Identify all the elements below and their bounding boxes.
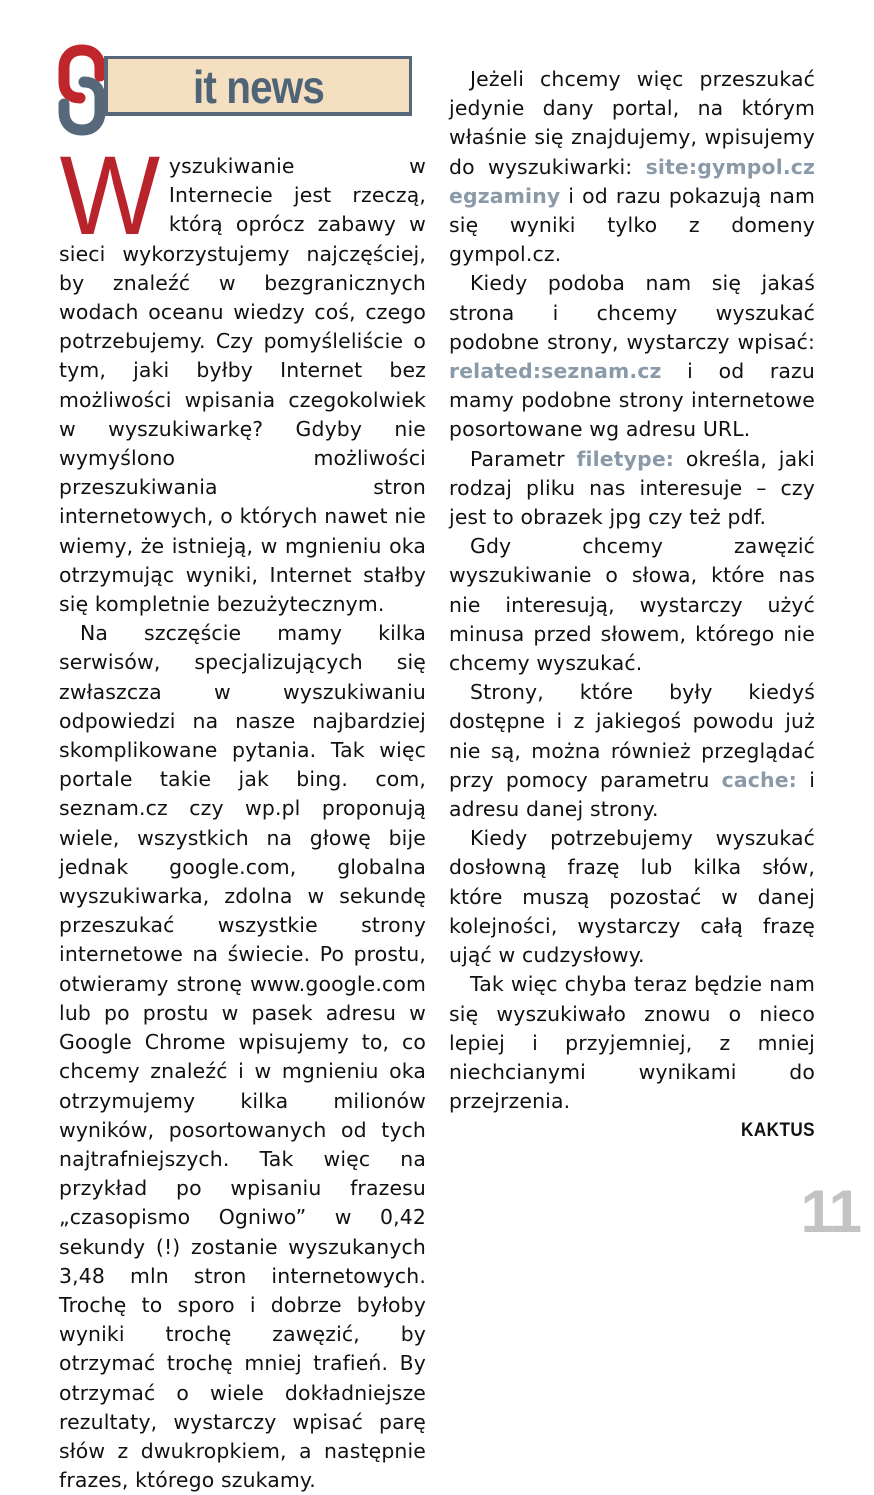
paragraph-text: Kiedy potrzebujemy wyszukać dosłowną frazę lub kilka słów, które muszą pozostać w danej kolejności, wystarczy całą frazę ująć w cudzysłowy. xyxy=(449,826,815,968)
article-paragraph xyxy=(449,269,815,444)
article-paragraph xyxy=(59,619,426,1495)
author-signature: KAKTUS xyxy=(741,1120,815,1142)
chain-link-logo-icon xyxy=(56,42,108,138)
search-operator: related:seznam.cz xyxy=(449,359,662,384)
search-operator: filetype: xyxy=(576,446,675,471)
paragraph-text: Tak więc chyba teraz będzie nam się wyszukiwało znowu o nieco lepiej i przyjemniej, z mniej niechcianymi wynikami do przejrzenia. xyxy=(449,972,815,1114)
paragraph-text: i adresu danej strony. xyxy=(449,767,816,822)
paragraph-text: yszukiwanie w Internecie jest rzeczą, którą oprócz zabawy w sieci wykorzystujemy najczęściej, by znaleźć w bezgranicznych wodach oceanu wiedzy coś, czego potrzebujemy. Czy pomyśleliście o tym, jaki byłby Internet bez możliwości wpisania czegokolwiek w wyszukiwarkę? Gdyby nie wymyślono możliwości przeszukiwania stron internetowych, o których nawet nie wiemy, że istnieją, w mgnieniu oka otrzymując wyniki, Internet stałby się kompletnie bezużytecznym. xyxy=(59,154,426,617)
article-paragraph xyxy=(59,133,426,619)
article-column-left xyxy=(59,133,426,1495)
paragraph-text: Na szczęście mamy kilka serwisów, specjalizujących się zwłaszcza w wyszukiwaniu odpowiedzi na nasze najbardziej skomplikowane pytania. Tak więc portale takie jak bing. com, seznam.cz czy wp.pl proponują wiele, wszystkich na głowę bije jednak google.com, globalna wyszukiwarka, zdolna w sekundę przeszukać wszystkie strony internetowe na świecie. Po prostu, otwieramy stronę www.google.com lub po prostu w pasek adresu w Google Chrome wpisujemy to, co chcemy znaleźć i w mgnieniu oka otrzymujemy kilka milionów wyników, posortowanych od tych najtrafniejszych. Tak więc na przykład po wpisaniu frazesu „czasopismo Ogniwo” w 0,42 sekundy (!) zostanie wyszukanych 3,48 mln stron internetowych. Trochę to sporo i dobrze byłoby wyniki trochę zawęzić, by otrzymać trochę mniej trafień. By otrzymać o wiele dokładniejsze rezultaty, wystarczy wpisać parę słów z dwukropkiem, a następnie frazes, którego szukamy. xyxy=(59,621,426,1493)
dropcap: W xyxy=(59,133,161,258)
paragraph-text: określa, jaki rodzaj pliku nas interesuje – czy jest to obrazek jpg czy też pdf. xyxy=(449,446,815,530)
article-paragraph xyxy=(449,970,815,1116)
section-title: it news xyxy=(192,61,325,113)
article-column-right xyxy=(449,65,815,1146)
paragraph-text: Kiedy podoba nam się jakaś strona i chcemy wyszukać podobne strony, wystarczy wpisać: xyxy=(449,271,815,354)
paragraph-text: Gdy chcemy zawęzić wyszukiwanie o słowa, które nas nie interesują, wystarczy użyć minusa przed słowem, którego nie chcemy wyszukać. xyxy=(449,534,815,676)
article-paragraph xyxy=(449,65,815,269)
article-paragraph xyxy=(449,824,815,970)
search-operator: site:gympol.cz egzaminy xyxy=(449,154,815,208)
paragraph-text: Parametr xyxy=(470,446,577,471)
paragraph-text: i od razu pokazują nam się wyniki tylko z domeny gympol.cz. xyxy=(449,183,815,267)
section-header xyxy=(104,56,412,116)
article-paragraph xyxy=(449,678,815,824)
article-paragraph xyxy=(449,445,815,533)
paragraph-text: Strony, które były kiedyś dostępne i z jakiegoś powodu już nie są, można również przeglądać przy pomocy parametru xyxy=(449,680,815,792)
paragraph-text: Jeżeli chcemy więc przeszukać jedynie dany portal, na którym właśnie się znajdujemy, wpisujemy do wyszukiwarki: xyxy=(449,67,815,179)
page-number: 11 xyxy=(800,1178,860,1245)
search-operator: cache: xyxy=(721,767,797,792)
paragraph-text: i od razu mamy podobne strony internetowe posortowane wg adresu URL. xyxy=(449,359,815,442)
article-paragraph xyxy=(449,532,815,678)
